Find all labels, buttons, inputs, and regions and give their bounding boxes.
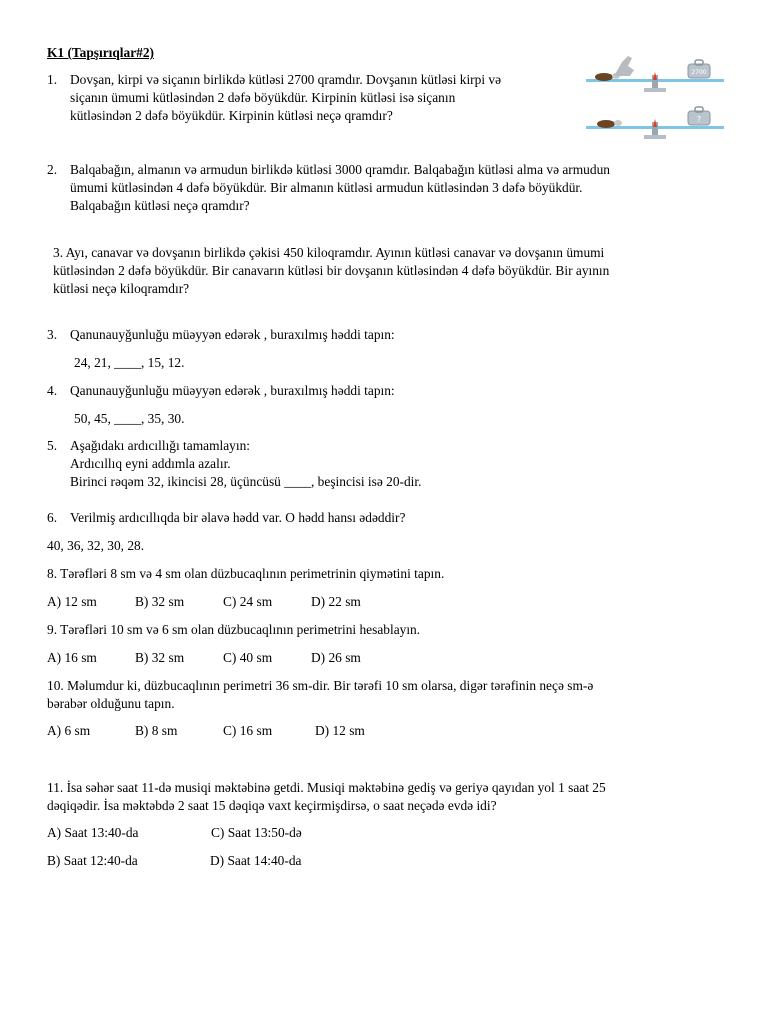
question-line: Birinci rəqəm 32, ikincisi 28, üçüncüsü ____, beşincisi isə 20-dir. bbox=[70, 474, 422, 489]
question-text: Verilmiş ardıcıllıqda bir əlavə hədd var. O hədd hansı ədəddir? bbox=[70, 510, 406, 525]
answer-option-c[interactable]: C) Saat 13:50-də bbox=[211, 825, 302, 840]
question-number: 3. bbox=[47, 327, 58, 342]
hedgehog-icon bbox=[595, 73, 613, 81]
question-line: kütləsindən 2 dəfə böyükdür. Bir canavarın kütləsi bir dovşanın kütləsindən 4 dəfə böyükdür. Bir ayının bbox=[53, 263, 610, 278]
question-text: Qanunauyğunluğu müəyyən edərək , buraxılmış həddi tapın: bbox=[70, 327, 395, 342]
weight-handle bbox=[695, 60, 703, 65]
worksheet-title: K1 (Tapşırıqlar#2) bbox=[47, 45, 155, 60]
question-text: 8. Tərəfləri 8 sm və 4 sm olan düzbucaqlının perimetrinin qiymətini tapın. bbox=[47, 566, 445, 581]
question-line: Ardıcıllıq eyni addımla azalır. bbox=[70, 456, 231, 471]
balance-scale-illustration bbox=[584, 48, 726, 148]
sequence-text: 40, 36, 32, 30, 28. bbox=[47, 538, 145, 553]
scale-bottom bbox=[586, 107, 724, 139]
answer-option-c[interactable]: C) 16 sm bbox=[223, 723, 273, 738]
rabbit-icon bbox=[614, 56, 634, 76]
answer-option-a[interactable]: A) 16 sm bbox=[47, 650, 97, 665]
answer-option-d[interactable]: D) 12 sm bbox=[315, 723, 365, 738]
question-line: Balqabağın kütləsi neçə qramdır? bbox=[70, 198, 250, 213]
answer-option-d[interactable]: D) 26 sm bbox=[311, 650, 361, 665]
sequence-text: 24, 21, ____, 15, 12. bbox=[74, 355, 185, 370]
question-line: kütləsindən 2 dəfə böyükdür. Kirpinin kütləsi neçə qramdır? bbox=[70, 108, 393, 123]
question-line: ümumi kütləsindən 4 dəfə böyükdür. Bir almanın kütləsi armudun kütləsindən 3 dəfə böyükdür. bbox=[70, 180, 583, 195]
sequence-text: 50, 45, ____, 35, 30. bbox=[74, 411, 185, 426]
question-number: 2. bbox=[47, 162, 58, 177]
question-number: 5. bbox=[47, 438, 58, 453]
answer-option-d[interactable]: D) Saat 14:40-da bbox=[210, 853, 302, 868]
question-line: siçanın ümumi kütləsindən 2 dəfə böyükdür. Kirpinin kütləsi isə siçanın bbox=[70, 90, 456, 105]
answer-option-b[interactable]: B) 32 sm bbox=[135, 594, 185, 609]
question-line: Dovşan, kirpi və siçanın birlikdə kütləsi 2700 qramdır. Dovşanın kütləsi kirpi və bbox=[70, 72, 502, 87]
question-line: bərabər olduğunu tapın. bbox=[47, 696, 175, 711]
scale-base bbox=[644, 135, 666, 139]
mouse-icon bbox=[614, 120, 622, 126]
scale-top bbox=[586, 56, 724, 92]
answer-option-a[interactable]: A) 12 sm bbox=[47, 594, 97, 609]
question-text: Qanunauyğunluğu müəyyən edərək , buraxılmış həddi tapın: bbox=[70, 383, 395, 398]
question-line: Aşağıdakı ardıcıllığı tamamlayın: bbox=[70, 438, 250, 453]
weight-label: 2700 bbox=[691, 69, 707, 76]
question-line: 11. İsa səhər saat 11-də musiqi məktəbinə getdi. Musiqi məktəbinə gediş və geriyə qayıdan yol 1 saat 25 bbox=[47, 780, 606, 795]
question-number: 4. bbox=[47, 383, 58, 398]
scale-base bbox=[644, 88, 666, 92]
question-line: 10. Məlumdur ki, düzbucaqlının perimetri 36 sm-dir. Bir tərəfi 10 sm olarsa, digər tərəfinin neçə sm-ə bbox=[47, 678, 594, 693]
question-number: 1. bbox=[47, 72, 58, 87]
hedgehog-icon bbox=[597, 120, 615, 128]
question-line: kütləsi neçə kiloqramdır? bbox=[53, 281, 190, 296]
answer-option-c[interactable]: C) 40 sm bbox=[223, 650, 273, 665]
answer-option-b[interactable]: B) Saat 12:40-da bbox=[47, 853, 138, 868]
question-number: 6. bbox=[47, 510, 58, 525]
answer-option-a[interactable]: A) Saat 13:40-da bbox=[47, 825, 139, 840]
answer-option-a[interactable]: A) 6 sm bbox=[47, 723, 91, 738]
answer-option-b[interactable]: B) 32 sm bbox=[135, 650, 185, 665]
weight-handle bbox=[695, 107, 703, 112]
question-text: 9. Tərəfləri 10 sm və 6 sm olan düzbucaqlının perimetrini hesablayın. bbox=[47, 622, 421, 637]
answer-option-d[interactable]: D) 22 sm bbox=[311, 594, 361, 609]
answer-option-c[interactable]: C) 24 sm bbox=[223, 594, 273, 609]
answer-option-b[interactable]: B) 8 sm bbox=[135, 723, 178, 738]
question-line: dəqiqədir. İsa məktəbdə 2 saat 15 dəqiqə vaxt keçirmişdirsə, o saat neçədə evdə idi? bbox=[47, 798, 497, 813]
question-line: 3. Ayı, canavar və dovşanın birlikdə çəkisi 450 kiloqramdır. Ayının kütləsi canavar və dovşanın ümumi bbox=[53, 245, 605, 260]
weight-label: ? bbox=[696, 115, 702, 124]
question-line: Balqabağın, almanın və armudun birlikdə kütləsi 3000 qramdır. Balqabağın kütləsi alma və armudun bbox=[70, 162, 610, 177]
